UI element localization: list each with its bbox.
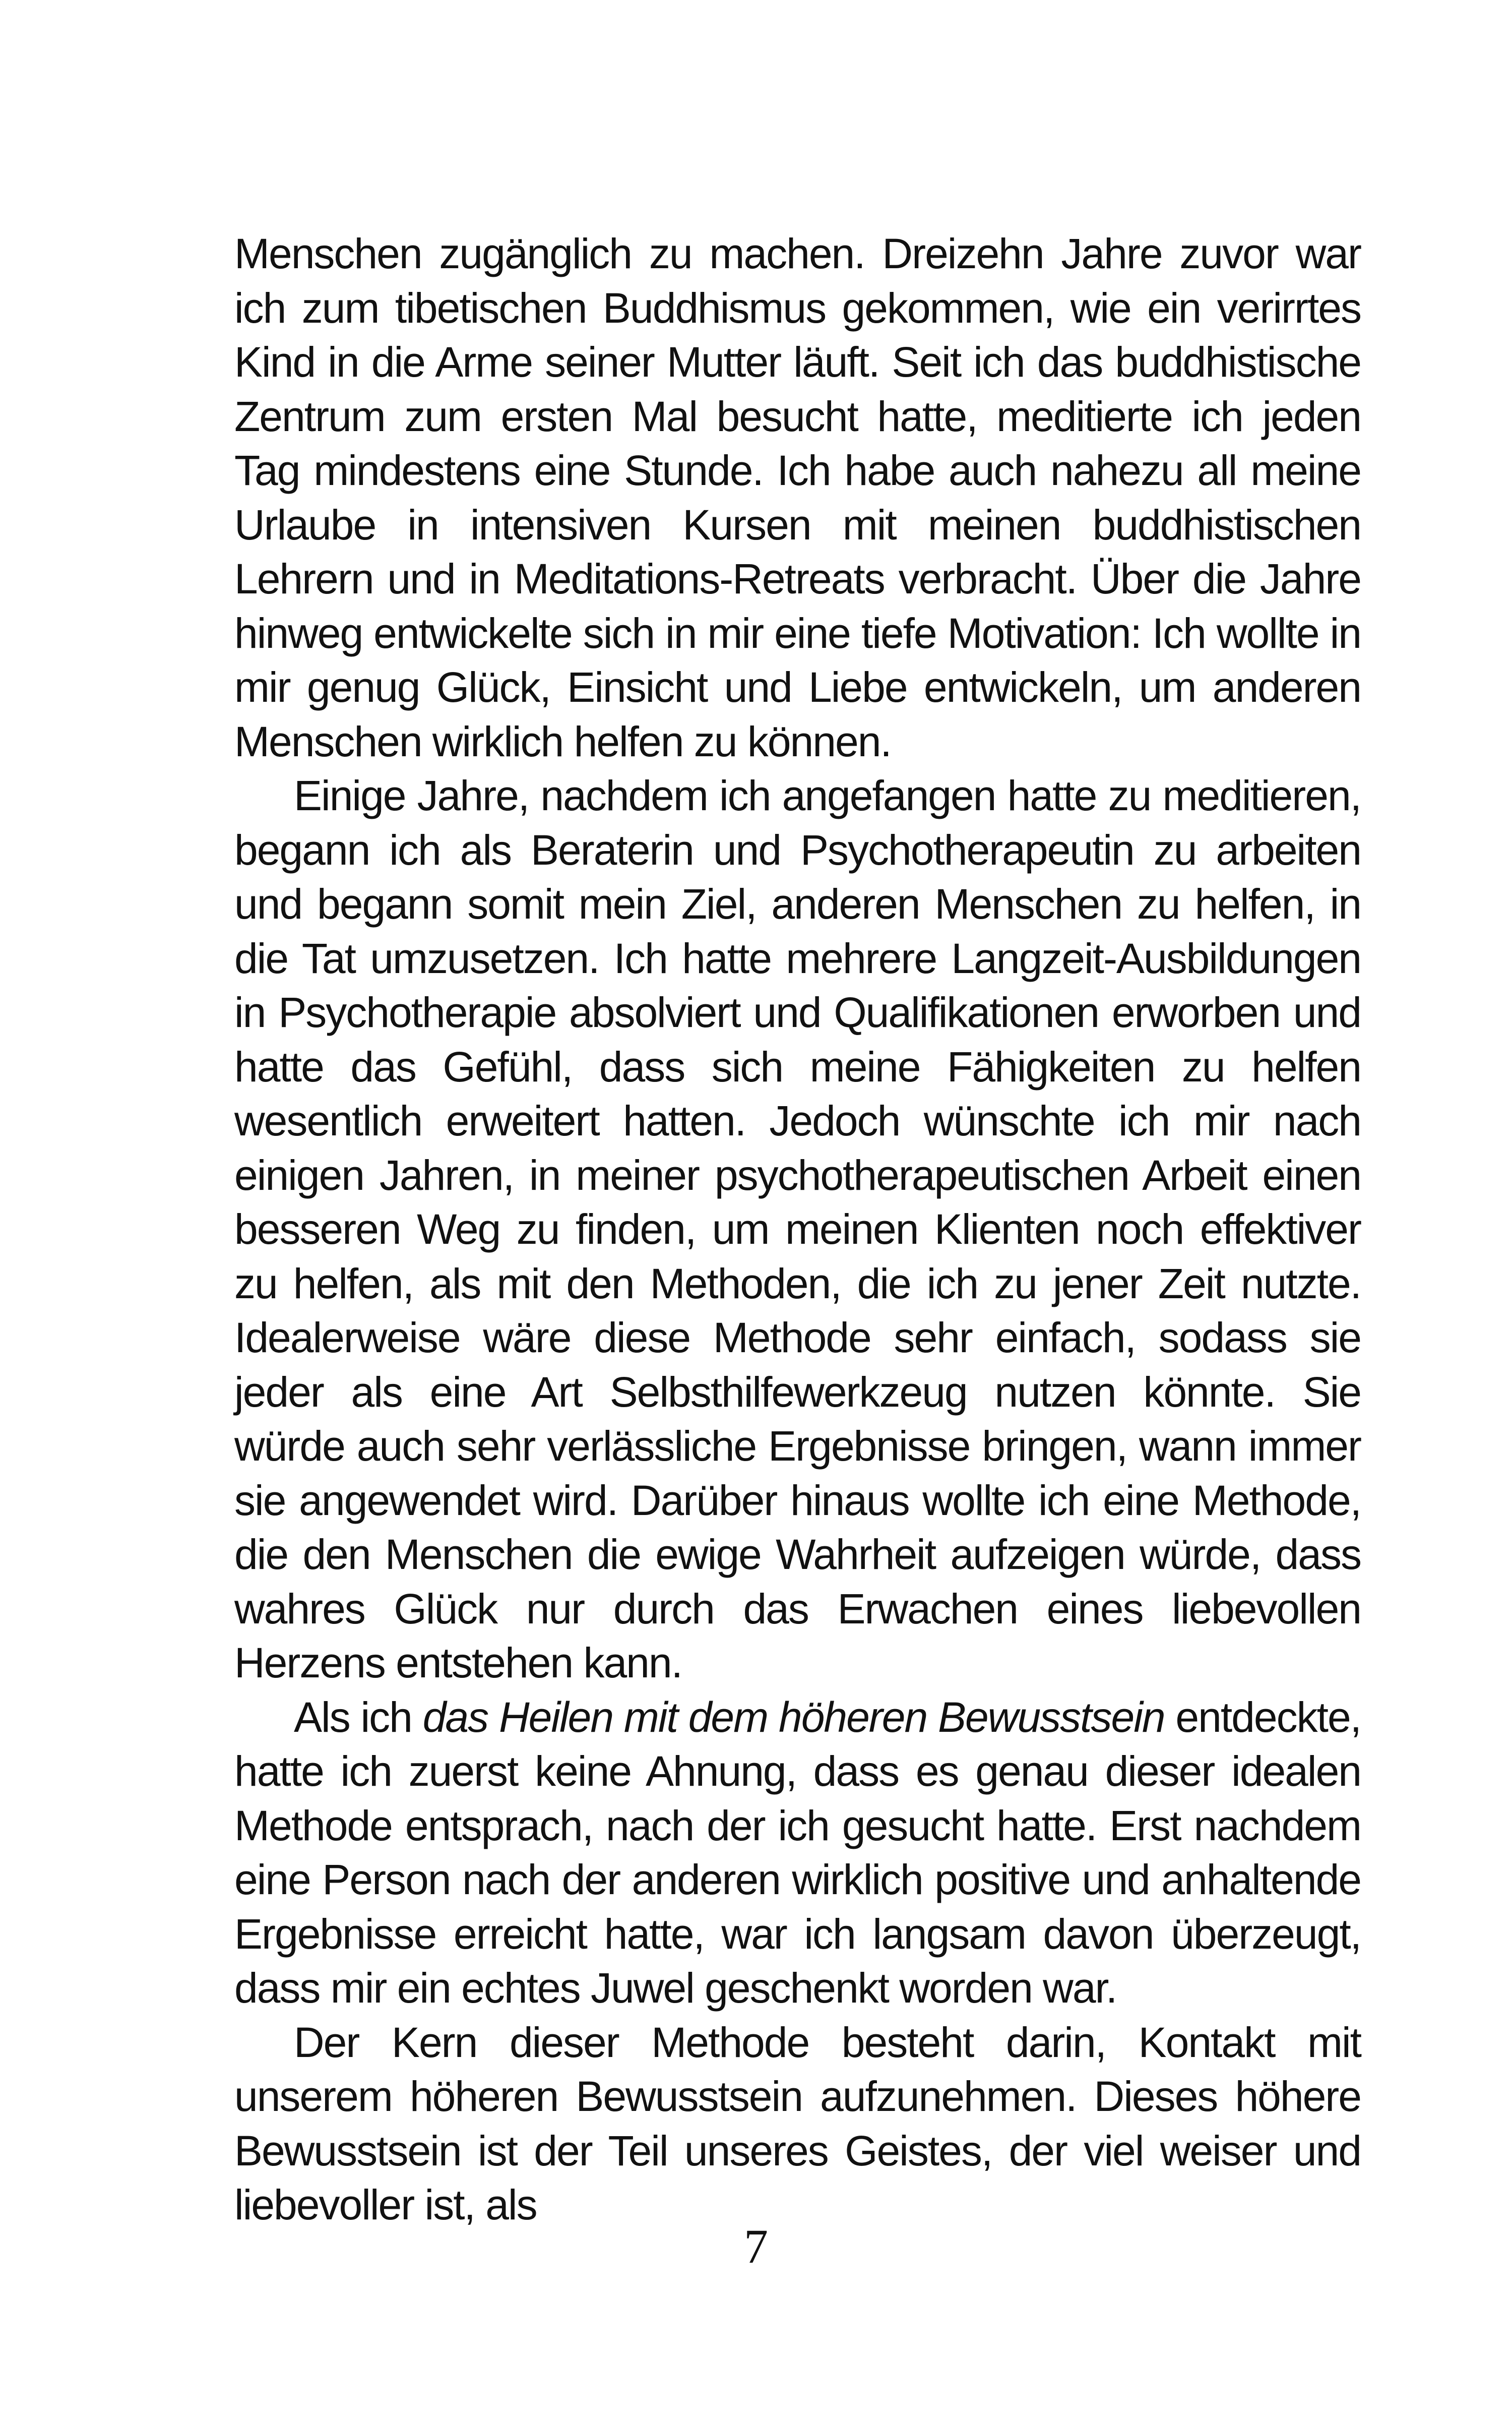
page-number: 7 <box>744 2219 768 2273</box>
method-name-emphasis: das Heilen mit dem höheren Bewusstsein <box>422 1693 1165 1741</box>
paragraph-3-intro: Als ich <box>294 1693 423 1741</box>
paragraph-4: Der Kern dieser Methode besteht darin, Kontakt mit unserem höheren Bewusstsein aufzunehmen. Dieses höhere Bewusstsein ist der Teil unseres Geistes, der viel weiser und liebevoller ist, als <box>234 2018 1361 2228</box>
paragraph-3-rest: entdeckte, hatte ich zuerst keine Ahnung, dass es genau dieser idealen Methode entsprach, nach der ich gesucht hatte. Erst nachdem eine Person nach der anderen wirklich positive und anhaltende Ergebnisse erreicht hatte, war ich langsam davon überzeugt, dass mir ein echtes Juwel geschenkt worden war. <box>234 1693 1361 2012</box>
paragraph-1: Menschen zugänglich zu machen. Dreizehn Jahre zuvor war ich zum tibetischen Buddhismus gekommen, wie ein verirrtes Kind in die Arme seiner Mutter läuft. Seit ich das buddhistische Zentrum zum ersten Mal besucht hatte, meditierte ich jeden Tag mindestens eine Stunde. Ich habe auch nahezu all meine Urlaube in intensiven Kursen mit meinen buddhistischen Lehrern und in Meditations-Retreats verbracht. Über die Jahre hinweg entwickelte sich in mir eine tiefe Motivation: Ich wollte in mir genug Glück, Einsicht und Liebe entwickeln, um anderen Menschen wirklich helfen zu können. <box>234 230 1361 765</box>
paragraph-3 <box>234 1690 1361 2016</box>
paragraph-2: Einige Jahre, nachdem ich angefangen hatte zu meditieren, begann ich als Beraterin und Psychotherapeutin zu arbeiten und begann somit mein Ziel, anderen Menschen zu helfen, in die Tat umzusetzen. Ich hatte mehrere Langzeit-Ausbildungen in Psychotherapie absolviert und Qualifikationen erworben und hatte das Gefühl, dass sich meine Fähigkeiten zu helfen wesentlich erweitert hatten. Jedoch wünschte ich mir nach einigen Jahren, in meiner psychotherapeutischen Arbeit einen besseren Weg zu finden, um meinen Klienten noch effektiver zu helfen, als mit den Methoden, die ich zu jener Zeit nutzte. Idealerweise wäre diese Methode sehr einfach, sodass sie jeder als eine Art Selbsthilfewerkzeug nutzen könnte. Sie würde auch sehr verlässliche Ergebnisse bringen, wann immer sie angewendet wird. Darüber hinaus wollte ich eine Methode, die den Menschen die ewige Wahrheit aufzeigen würde, dass wahres Glück nur durch das Erwachen eines liebevollen Herzens entstehen kann. <box>234 772 1361 1686</box>
page-body <box>234 227 1361 2232</box>
